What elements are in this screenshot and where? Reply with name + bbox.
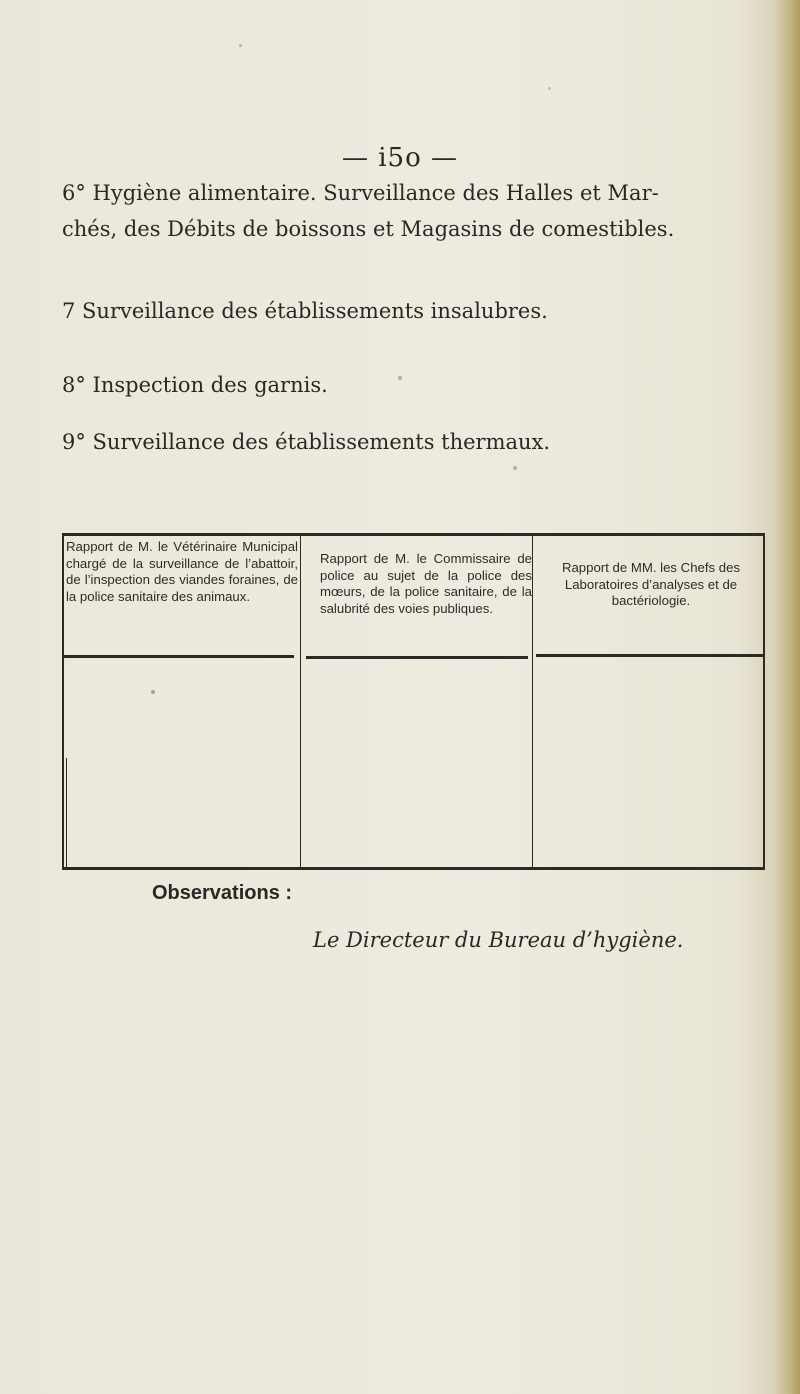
column-divider-2 (532, 533, 533, 870)
column-header-veterinaire: Rapport de M. le Vétérinaire Municipal chargé de la surveillance de l’abattoir, de l’inspection des viandes foraines, de la police sanitaire des animaux. (66, 539, 298, 604)
table-left-inner-border (66, 758, 67, 868)
item-6-line-2: chés, des Débits de boissons et Magasins de comestibles. (62, 217, 675, 241)
header-separator-col1 (62, 655, 294, 658)
table-left-border (62, 533, 64, 870)
page-number: — i5o — (341, 143, 459, 173)
paper-speck (548, 87, 551, 90)
item-inspection-garnis: 8° Inspection des garnis. (62, 373, 328, 397)
column-divider-1 (300, 533, 301, 870)
report-table (62, 533, 765, 870)
director-signature: Le Directeur du Bureau d’hygiène. (313, 928, 684, 952)
table-bottom-border (62, 867, 765, 870)
item-etablissements-insalubres: 7 Surveillance des établissements insalubres. (62, 299, 548, 323)
item-hygiene-alimentaire (62, 175, 742, 247)
page-edge-shadow (774, 0, 800, 1394)
item-6-line-1: 6° Hygiène alimentaire. Surveillance des Halles et Mar- (62, 181, 659, 205)
item-etablissements-thermaux: 9° Surveillance des établissements thermaux. (62, 430, 551, 454)
paper-speck (239, 44, 242, 47)
column-header-laboratoires: Rapport de MM. les Chefs des Laboratoires d’analyses et de bactériologie. (561, 560, 741, 608)
header-separator-col2 (306, 656, 528, 659)
paper-speck (513, 466, 517, 470)
paper-speck (151, 690, 155, 694)
paper-speck (398, 376, 402, 380)
observations-label: Observations : (152, 882, 293, 904)
header-separator-col3 (536, 654, 765, 657)
column-header-commissaire: Rapport de M. le Commissaire de police au sujet de la police des mœurs, de la police sanitaire, de la salubrité des voies publiques. (320, 551, 532, 616)
table-top-border (62, 533, 765, 536)
